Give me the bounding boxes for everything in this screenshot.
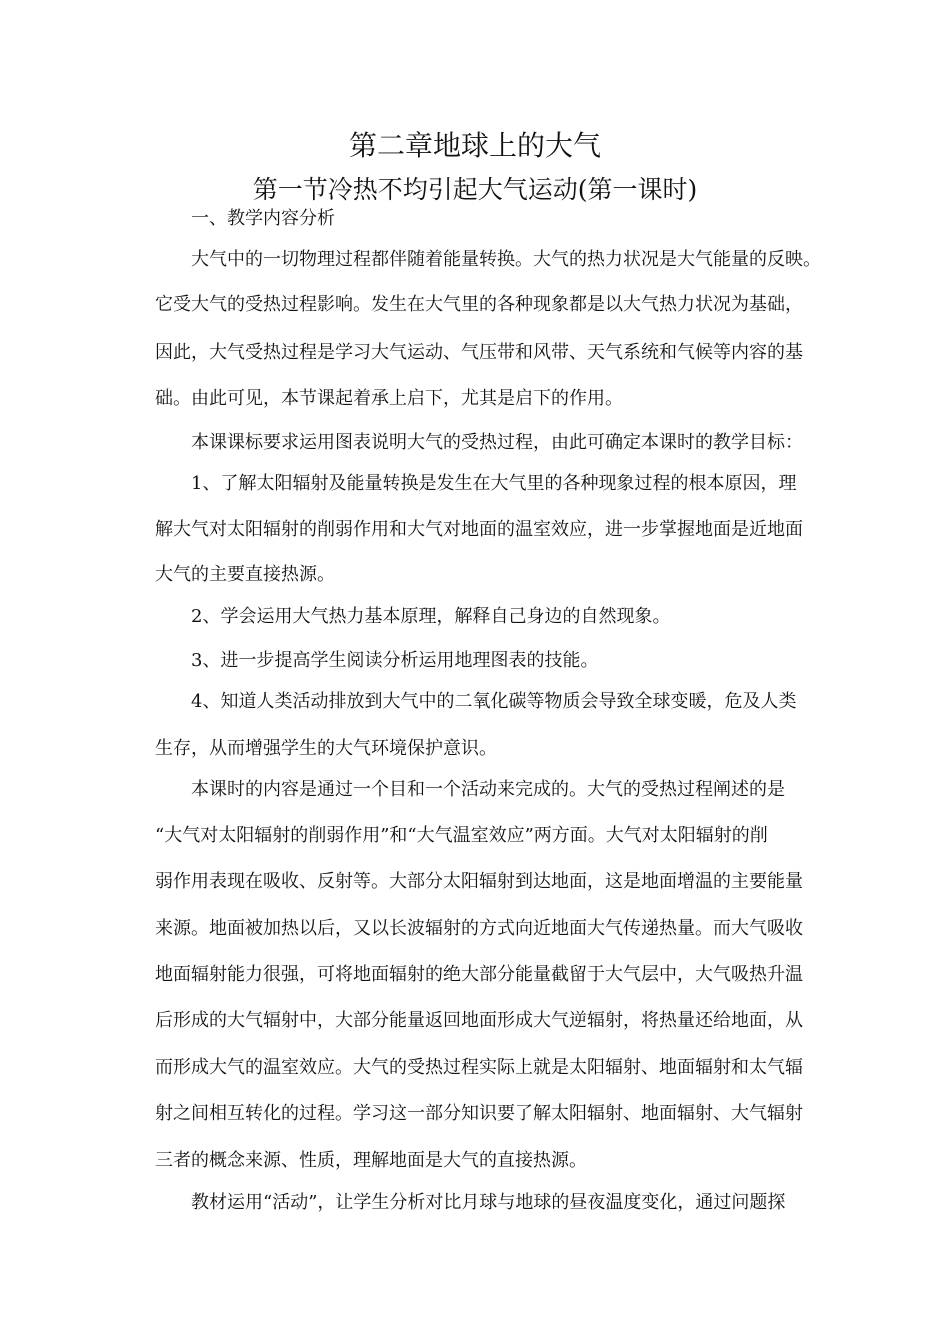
paragraph-line: 而形成大气的温室效应。大气的受热过程实际上就是太阳辐射、地面辐射和太气辐 <box>155 1057 803 1078</box>
paragraph-line: 3、进一步提高学生阅读分析运用地理图表的技能。 <box>191 650 599 671</box>
paragraph-line: 地面辐射能力很强，可将地面辐射的绝大部分能量截留于大气层中，大气吸热升温 <box>155 964 803 985</box>
paragraph-line: 因此，大气受热过程是学习大气运动、气压带和风带、天气系统和气候等内容的基 <box>155 342 803 363</box>
paragraph-line: “大气对太阳辐射的削弱作用”和“大气温室效应”两方面。大气对太阳辐射的削 <box>155 825 768 846</box>
paragraph-line: 大气中的一切物理过程都伴随着能量转换。大气的热力状况是大气能量的反映。 <box>191 249 821 270</box>
paragraph-line: 后形成的大气辐射中，大部分能量返回地面形成大气逆辐射，将热量还给地面，从 <box>155 1010 803 1031</box>
section-heading: 一、教学内容分析 <box>191 208 335 229</box>
paragraph-line: 4、知道人类活动排放到大气中的二氧化碳等物质会导致全球变暖，危及人类 <box>191 691 797 712</box>
paragraph-line: 弱作用表现在吸收、反射等。大部分太阳辐射到达地面，这是地面增温的主要能量 <box>155 871 803 892</box>
chapter-title: 第二章地球上的大气 <box>348 129 601 162</box>
paragraph-line: 大气的主要直接热源。 <box>155 564 335 585</box>
section-title: 第一节冷热不均引起大气运动(第一课时) <box>252 175 698 204</box>
paragraph-line: 础。由此可见，本节课起着承上启下，尤其是启下的作用。 <box>155 388 623 409</box>
paragraph-line: 本课课标要求运用图表说明大气的受热过程，由此可确定本课时的教学目标： <box>191 432 803 453</box>
paragraph-line: 1、了解太阳辐射及能量转换是发生在大气里的各种现象过程的根本原因，理 <box>191 473 797 494</box>
paragraph-line: 解大气对太阳辐射的削弱作用和大气对地面的温室效应，进一步掌握地面是近地面 <box>155 519 803 540</box>
paragraph-line: 教材运用“活动”，让学生分析对比月球与地球的昼夜温度变化，通过问题探 <box>191 1192 786 1213</box>
paragraph-line: 射之间相互转化的过程。学习这一部分知识要了解太阳辐射、地面辐射、大气辐射 <box>155 1103 803 1124</box>
paragraph-line: 来源。地面被加热以后，又以长波辐射的方式向近地面大气传递热量。而大气吸收 <box>155 918 803 939</box>
paragraph-line: 它受大气的受热过程影响。发生在大气里的各种现象都是以大气热力状况为基础， <box>155 294 803 315</box>
paragraph-line: 生存，从而增强学生的大气环境保护意识。 <box>155 738 497 759</box>
paragraph-line: 三者的概念来源、性质，理解地面是大气的直接热源。 <box>155 1150 587 1171</box>
paragraph-line: 2、学会运用大气热力基本原理，解释自己身边的自然现象。 <box>191 606 671 627</box>
paragraph-line: 本课时的内容是通过一个目和一个活动来完成的。大气的受热过程阐述的是 <box>191 779 785 800</box>
